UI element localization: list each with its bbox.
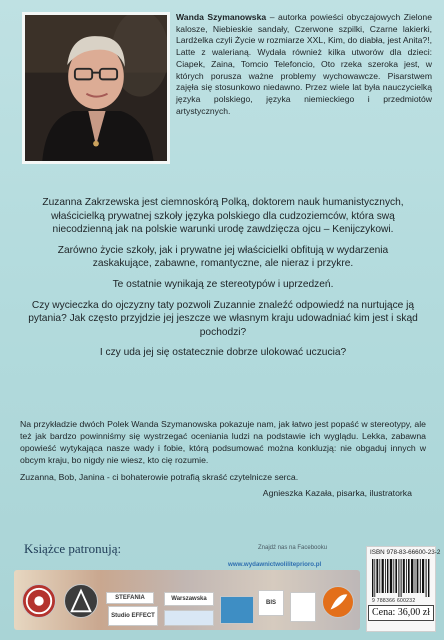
- synopsis-paragraph: I czy uda jej się ostatecznie dobrze ulokować uczucia?: [99, 347, 347, 359]
- patron-logo-round-red: [22, 584, 56, 618]
- patron-logo-photo: [220, 596, 254, 624]
- barcode-icon: [372, 559, 430, 597]
- patron-logo-studio-effect: Studio EFFECT: [108, 606, 158, 626]
- synopsis-paragraph: Zarówno życie szkoły, jak i prywatne jej właścicielki obfitują w wydarzenia zaskakujące, zabawne, romantyczne, ale nieraz i przykre.: [57, 244, 389, 270]
- synopsis-paragraph: Czy wycieczka do ojczyzny taty pozwoli Zuzannie znaleźć odpowiedź na nurtujące ją pytania? Jak często przyjdzie jej jeszcze we własnym kraju udowadniać kim jest i skąd pochodzi?: [28, 299, 418, 338]
- feather-icon: [323, 586, 353, 618]
- author-bio: [176, 12, 432, 117]
- badge-icon: [23, 584, 55, 618]
- barcode-digits: 9 788366 600232: [372, 598, 416, 604]
- review-blurb: [20, 418, 426, 499]
- synopsis-paragraph: Zuzanna Zakrzewska jest ciemnoskórą Polką, doktorem nauk humanistycznych, właścicielką prywatnej szkoły języka polskiego dla cudzoziemców, która swą niecodzienną jak na polskie warunki urodę zawdzięcza ojcu – Kenijczykowi.: [42, 197, 404, 236]
- patron-logo-round-dark: [64, 584, 98, 618]
- book-synopsis: [28, 196, 418, 367]
- author-name: Wanda Szymanowska: [176, 12, 267, 22]
- author-photo: [22, 12, 170, 164]
- patrons-label: Książce patronują:: [24, 541, 122, 556]
- author-bio-text: – autorka powieści obyczajowych Zielone kalosze, Niebieskie sandały, Czerwone szpilki, Czarne lakierki, Lardżelka czyli Życie w rozmiarze XXL, Kim, do diabła, jest Anita?!, Latte z walerianą. Wydała również kilka utworów dla dzieci: Ciapek, Zaina, Tomcio Telefoncio, Oto rzeka szeroka jest, w których porusza ważne problemy wychowawcze. Pisarstwem zajęła się stosunkowo niedawno. Przez wiele lat była nauczycielką języka polskiego, języka niemieckiego i przedmiotów artystycznych.: [176, 12, 432, 116]
- review-text: Na przykładzie dwóch Polek Wanda Szymanowska pokazuje nam, jak łatwo jest popaść w stereotypy, ale też jak bardzo powinniśmy się wystrzegać oceniania ludzi na podstawie ich wyglądu. Lekka, zabawna opowieść wytykająca nasze wady i fobie, którą podsumować można konkluzją: nie obgaduj innych w obcym kraju, bo nigdy nie wiesz, kto cię rozumie.: [20, 419, 426, 465]
- author-portrait-image: [25, 15, 167, 161]
- review-tagline: Zuzanna, Bob, Janina - ci bohaterowie potrafią skraść czytelnicze serca.: [20, 472, 299, 482]
- patron-logo-round-orange: [322, 586, 354, 618]
- publisher-website: www.wydawnictwoliliteprioro.pl: [228, 561, 322, 568]
- patron-logo-blue: [164, 610, 214, 626]
- review-author: Agnieszka Kazała, pisarka, ilustratorka: [262, 488, 412, 498]
- isbn-number: ISBN 978-83-66600-23-2: [370, 549, 441, 556]
- patron-logos-strip: [14, 570, 360, 630]
- synopsis-paragraph: Te ostatnie wynikają ze stereotypów i uprzedzeń.: [112, 278, 334, 290]
- patron-logo-small: [290, 592, 316, 622]
- patron-logo-bis: BIS: [258, 590, 284, 616]
- facebook-note: Znajdź nas na Facebooku: [258, 545, 328, 551]
- patron-logo-warszawska: Warszawska: [164, 592, 214, 606]
- patron-logo-stefania: STEFANIA: [106, 592, 154, 604]
- price-tag: Cena: 36,00 zł: [368, 605, 434, 621]
- emblem-icon: [65, 584, 97, 618]
